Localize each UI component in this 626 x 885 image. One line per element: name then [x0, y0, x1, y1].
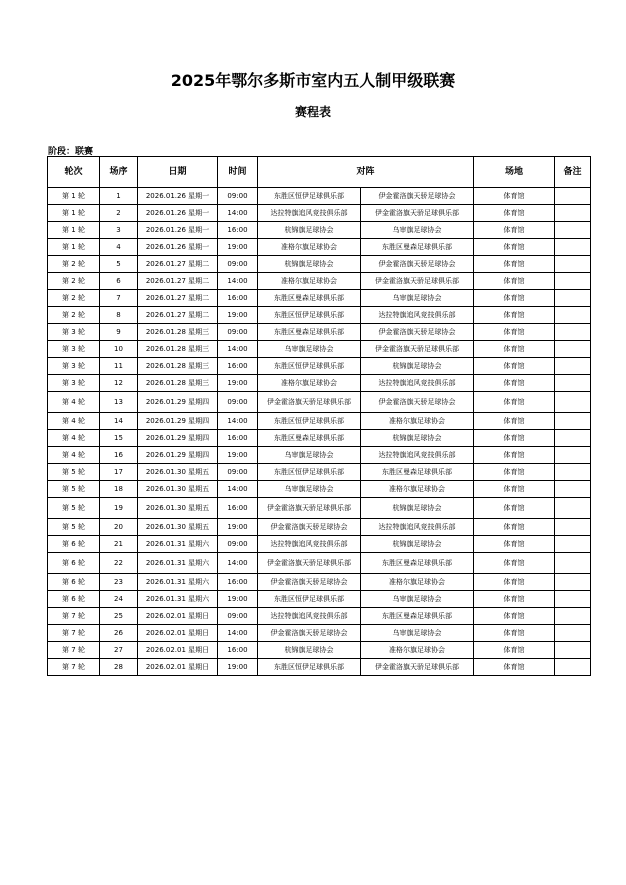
cell-time: 16:00: [218, 498, 258, 519]
cell-notes: [555, 536, 591, 553]
cell-order: 16: [100, 447, 138, 464]
table-row: [48, 358, 591, 375]
table-row: [48, 413, 591, 430]
cell-home-team: 东胜区曼森足球俱乐部: [258, 290, 361, 307]
cell-order: 28: [100, 659, 138, 676]
cell-round: 第 7 轮: [48, 608, 100, 625]
cell-date: 2026.02.01 星期日: [138, 642, 218, 659]
header-date: 日期: [138, 157, 218, 188]
cell-away-team: 杭锦旗足球协会: [361, 358, 474, 375]
cell-round: 第 5 轮: [48, 498, 100, 519]
cell-order: 25: [100, 608, 138, 625]
cell-round: 第 2 轮: [48, 290, 100, 307]
cell-time: 19:00: [218, 447, 258, 464]
cell-time: 14:00: [218, 553, 258, 574]
cell-home-team: 乌审旗足球协会: [258, 481, 361, 498]
cell-away-team: 杭锦旗足球协会: [361, 430, 474, 447]
cell-time: 09:00: [218, 324, 258, 341]
cell-round: 第 5 轮: [48, 519, 100, 536]
cell-order: 20: [100, 519, 138, 536]
cell-round: 第 4 轮: [48, 413, 100, 430]
cell-notes: [555, 392, 591, 413]
header-notes: 备注: [555, 157, 591, 188]
cell-date: 2026.01.26 星期一: [138, 205, 218, 222]
cell-venue: 体育馆: [474, 625, 555, 642]
cell-order: 18: [100, 481, 138, 498]
cell-time: 16:00: [218, 642, 258, 659]
cell-away-team: 准格尔旗足球协会: [361, 481, 474, 498]
cell-notes: [555, 375, 591, 392]
cell-notes: [555, 574, 591, 591]
table-row: [48, 290, 591, 307]
cell-home-team: 达拉特旗追风竞技俱乐部: [258, 536, 361, 553]
table-row: [48, 430, 591, 447]
cell-notes: [555, 464, 591, 481]
table-row: [48, 341, 591, 358]
cell-round: 第 1 轮: [48, 222, 100, 239]
header-venue: 场地: [474, 157, 555, 188]
cell-date: 2026.01.29 星期四: [138, 392, 218, 413]
cell-home-team: 伊金霍洛旗天骄足球协会: [258, 574, 361, 591]
cell-notes: [555, 205, 591, 222]
cell-order: 27: [100, 642, 138, 659]
cell-home-team: 东胜区恒伊足球俱乐部: [258, 464, 361, 481]
cell-venue: 体育馆: [474, 574, 555, 591]
table-row: [48, 256, 591, 273]
header-round: 轮次: [48, 157, 100, 188]
cell-venue: 体育馆: [474, 536, 555, 553]
cell-date: 2026.01.29 星期四: [138, 430, 218, 447]
cell-venue: 体育馆: [474, 341, 555, 358]
cell-round: 第 3 轮: [48, 375, 100, 392]
cell-home-team: 伊金霍洛旗天骄足球俱乐部: [258, 498, 361, 519]
cell-order: 7: [100, 290, 138, 307]
cell-venue: 体育馆: [474, 256, 555, 273]
cell-away-team: 达拉特旗追风竞技俱乐部: [361, 519, 474, 536]
cell-round: 第 3 轮: [48, 341, 100, 358]
table-row: [48, 375, 591, 392]
cell-home-team: 乌审旗足球协会: [258, 447, 361, 464]
cell-away-team: 伊金霍洛旗天骄足球俱乐部: [361, 341, 474, 358]
cell-order: 1: [100, 188, 138, 205]
cell-round: 第 6 轮: [48, 574, 100, 591]
cell-notes: [555, 358, 591, 375]
table-row: [48, 464, 591, 481]
cell-venue: 体育馆: [474, 188, 555, 205]
cell-away-team: 伊金霍洛旗天骄足球俱乐部: [361, 273, 474, 290]
cell-notes: [555, 290, 591, 307]
table-row: [48, 392, 591, 413]
cell-round: 第 5 轮: [48, 481, 100, 498]
cell-home-team: 杭锦旗足球协会: [258, 256, 361, 273]
cell-notes: [555, 307, 591, 324]
cell-round: 第 4 轮: [48, 430, 100, 447]
cell-away-team: 伊金霍洛旗天骄足球协会: [361, 256, 474, 273]
cell-venue: 体育馆: [474, 290, 555, 307]
header-time: 时间: [218, 157, 258, 188]
cell-round: 第 2 轮: [48, 256, 100, 273]
cell-away-team: 准格尔旗足球协会: [361, 413, 474, 430]
cell-date: 2026.01.31 星期六: [138, 536, 218, 553]
cell-date: 2026.01.26 星期一: [138, 188, 218, 205]
cell-venue: 体育馆: [474, 642, 555, 659]
cell-time: 14:00: [218, 481, 258, 498]
cell-venue: 体育馆: [474, 392, 555, 413]
cell-round: 第 6 轮: [48, 591, 100, 608]
cell-date: 2026.01.30 星期五: [138, 498, 218, 519]
cell-away-team: 东胜区曼森足球俱乐部: [361, 608, 474, 625]
cell-time: 09:00: [218, 392, 258, 413]
cell-notes: [555, 239, 591, 256]
cell-venue: 体育馆: [474, 498, 555, 519]
cell-time: 09:00: [218, 608, 258, 625]
cell-round: 第 4 轮: [48, 447, 100, 464]
cell-date: 2026.01.28 星期三: [138, 375, 218, 392]
table-row: [48, 659, 591, 676]
table-row: [48, 307, 591, 324]
cell-order: 26: [100, 625, 138, 642]
cell-round: 第 3 轮: [48, 358, 100, 375]
cell-order: 8: [100, 307, 138, 324]
cell-date: 2026.01.26 星期一: [138, 222, 218, 239]
table-row: [48, 205, 591, 222]
cell-date: 2026.01.30 星期五: [138, 519, 218, 536]
table-row: [48, 239, 591, 256]
cell-time: 16:00: [218, 290, 258, 307]
table-row: [48, 222, 591, 239]
document-title: 2025年鄂尔多斯市室内五人制甲级联赛: [170, 71, 456, 90]
cell-round: 第 2 轮: [48, 273, 100, 290]
table-row: [48, 188, 591, 205]
cell-date: 2026.01.29 星期四: [138, 447, 218, 464]
cell-time: 19:00: [218, 307, 258, 324]
cell-order: 4: [100, 239, 138, 256]
cell-round: 第 4 轮: [48, 392, 100, 413]
table-row: [48, 447, 591, 464]
cell-time: 16:00: [218, 222, 258, 239]
cell-home-team: 东胜区恒伊足球俱乐部: [258, 358, 361, 375]
cell-date: 2026.01.30 星期五: [138, 464, 218, 481]
cell-venue: 体育馆: [474, 358, 555, 375]
cell-home-team: 伊金霍洛旗天骄足球俱乐部: [258, 553, 361, 574]
cell-order: 22: [100, 553, 138, 574]
schedule-table: [47, 156, 591, 676]
cell-home-team: 东胜区恒伊足球俱乐部: [258, 413, 361, 430]
cell-notes: [555, 341, 591, 358]
cell-date: 2026.01.29 星期四: [138, 413, 218, 430]
cell-venue: 体育馆: [474, 430, 555, 447]
cell-away-team: 伊金霍洛旗天骄足球俱乐部: [361, 205, 474, 222]
cell-date: 2026.02.01 星期日: [138, 608, 218, 625]
cell-notes: [555, 481, 591, 498]
table-row: [48, 519, 591, 536]
cell-home-team: 东胜区恒伊足球俱乐部: [258, 188, 361, 205]
header-row: [48, 157, 591, 188]
cell-home-team: 东胜区曼森足球俱乐部: [258, 324, 361, 341]
cell-venue: 体育馆: [474, 307, 555, 324]
cell-date: 2026.02.01 星期日: [138, 659, 218, 676]
cell-time: 16:00: [218, 574, 258, 591]
cell-order: 10: [100, 341, 138, 358]
cell-away-team: 达拉特旗追风竞技俱乐部: [361, 307, 474, 324]
cell-home-team: 东胜区恒伊足球俱乐部: [258, 659, 361, 676]
cell-time: 09:00: [218, 188, 258, 205]
cell-away-team: 准格尔旗足球协会: [361, 642, 474, 659]
cell-round: 第 6 轮: [48, 536, 100, 553]
cell-date: 2026.01.28 星期三: [138, 358, 218, 375]
cell-date: 2026.01.27 星期二: [138, 307, 218, 324]
cell-venue: 体育馆: [474, 222, 555, 239]
cell-home-team: 东胜区恒伊足球俱乐部: [258, 591, 361, 608]
cell-round: 第 7 轮: [48, 659, 100, 676]
cell-notes: [555, 324, 591, 341]
cell-notes: [555, 256, 591, 273]
cell-date: 2026.01.28 星期三: [138, 341, 218, 358]
cell-notes: [555, 188, 591, 205]
table-row: [48, 273, 591, 290]
cell-away-team: 乌审旗足球协会: [361, 222, 474, 239]
cell-home-team: 伊金霍洛旗天骄足球俱乐部: [258, 392, 361, 413]
cell-venue: 体育馆: [474, 273, 555, 290]
cell-notes: [555, 447, 591, 464]
cell-away-team: 东胜区曼森足球俱乐部: [361, 464, 474, 481]
cell-venue: 体育馆: [474, 591, 555, 608]
cell-time: 19:00: [218, 591, 258, 608]
cell-round: 第 6 轮: [48, 553, 100, 574]
table-row: [48, 591, 591, 608]
cell-round: 第 5 轮: [48, 464, 100, 481]
cell-venue: 体育馆: [474, 481, 555, 498]
cell-order: 3: [100, 222, 138, 239]
cell-venue: 体育馆: [474, 447, 555, 464]
cell-date: 2026.01.27 星期二: [138, 256, 218, 273]
table-row: [48, 642, 591, 659]
cell-venue: 体育馆: [474, 239, 555, 256]
cell-away-team: 杭锦旗足球协会: [361, 536, 474, 553]
cell-venue: 体育馆: [474, 464, 555, 481]
cell-time: 14:00: [218, 273, 258, 290]
cell-time: 14:00: [218, 205, 258, 222]
cell-order: 23: [100, 574, 138, 591]
table-row: [48, 536, 591, 553]
cell-time: 09:00: [218, 256, 258, 273]
cell-venue: 体育馆: [474, 413, 555, 430]
cell-away-team: 达拉特旗追风竞技俱乐部: [361, 447, 474, 464]
cell-round: 第 7 轮: [48, 625, 100, 642]
cell-venue: 体育馆: [474, 608, 555, 625]
cell-home-team: 杭锦旗足球协会: [258, 642, 361, 659]
cell-date: 2026.01.26 星期一: [138, 239, 218, 256]
table-row: [48, 625, 591, 642]
cell-time: 19:00: [218, 519, 258, 536]
cell-order: 15: [100, 430, 138, 447]
cell-round: 第 1 轮: [48, 205, 100, 222]
cell-order: 24: [100, 591, 138, 608]
cell-order: 5: [100, 256, 138, 273]
cell-venue: 体育馆: [474, 659, 555, 676]
cell-round: 第 7 轮: [48, 642, 100, 659]
cell-time: 14:00: [218, 413, 258, 430]
cell-home-team: 杭锦旗足球协会: [258, 222, 361, 239]
header-matchup: 对阵: [258, 157, 474, 188]
cell-order: 13: [100, 392, 138, 413]
cell-venue: 体育馆: [474, 553, 555, 574]
cell-notes: [555, 608, 591, 625]
cell-home-team: 达拉特旗追风竞技俱乐部: [258, 205, 361, 222]
cell-date: 2026.01.27 星期二: [138, 273, 218, 290]
cell-date: 2026.02.01 星期日: [138, 625, 218, 642]
cell-away-team: 伊金霍洛旗天骄足球俱乐部: [361, 659, 474, 676]
table-row: [48, 608, 591, 625]
cell-home-team: 乌审旗足球协会: [258, 341, 361, 358]
cell-notes: [555, 591, 591, 608]
cell-away-team: 准格尔旗足球协会: [361, 574, 474, 591]
cell-notes: [555, 519, 591, 536]
cell-notes: [555, 659, 591, 676]
cell-order: 2: [100, 205, 138, 222]
cell-venue: 体育馆: [474, 205, 555, 222]
cell-time: 16:00: [218, 358, 258, 375]
cell-away-team: 杭锦旗足球协会: [361, 498, 474, 519]
table-row: [48, 498, 591, 519]
cell-away-team: 乌审旗足球协会: [361, 290, 474, 307]
cell-time: 19:00: [218, 659, 258, 676]
cell-home-team: 准格尔旗足球协会: [258, 375, 361, 392]
cell-order: 9: [100, 324, 138, 341]
cell-time: 19:00: [218, 375, 258, 392]
cell-venue: 体育馆: [474, 375, 555, 392]
cell-away-team: 东胜区曼森足球俱乐部: [361, 553, 474, 574]
cell-date: 2026.01.27 星期二: [138, 290, 218, 307]
cell-away-team: 东胜区曼森足球俱乐部: [361, 239, 474, 256]
cell-notes: [555, 498, 591, 519]
cell-notes: [555, 430, 591, 447]
cell-away-team: 伊金霍洛旗天骄足球协会: [361, 324, 474, 341]
cell-away-team: 达拉特旗追风竞技俱乐部: [361, 375, 474, 392]
cell-away-team: 伊金霍洛旗天骄足球协会: [361, 188, 474, 205]
cell-home-team: 伊金霍洛旗天骄足球协会: [258, 519, 361, 536]
cell-away-team: 乌审旗足球协会: [361, 591, 474, 608]
cell-notes: [555, 553, 591, 574]
cell-home-team: 准格尔旗足球协会: [258, 239, 361, 256]
cell-round: 第 2 轮: [48, 307, 100, 324]
cell-date: 2026.01.31 星期六: [138, 553, 218, 574]
cell-round: 第 3 轮: [48, 324, 100, 341]
cell-date: 2026.01.28 星期三: [138, 324, 218, 341]
cell-time: 14:00: [218, 341, 258, 358]
cell-notes: [555, 625, 591, 642]
cell-order: 11: [100, 358, 138, 375]
cell-order: 6: [100, 273, 138, 290]
cell-notes: [555, 273, 591, 290]
cell-home-team: 东胜区曼森足球俱乐部: [258, 430, 361, 447]
cell-date: 2026.01.31 星期六: [138, 591, 218, 608]
schedule-body: [48, 188, 591, 676]
document-subtitle: 赛程表: [294, 105, 331, 119]
cell-notes: [555, 413, 591, 430]
cell-order: 14: [100, 413, 138, 430]
cell-order: 12: [100, 375, 138, 392]
cell-notes: [555, 642, 591, 659]
cell-order: 19: [100, 498, 138, 519]
cell-order: 17: [100, 464, 138, 481]
cell-round: 第 1 轮: [48, 239, 100, 256]
cell-venue: 体育馆: [474, 324, 555, 341]
cell-home-team: 达拉特旗追风竞技俱乐部: [258, 608, 361, 625]
cell-time: 09:00: [218, 536, 258, 553]
cell-time: 14:00: [218, 625, 258, 642]
cell-time: 09:00: [218, 464, 258, 481]
cell-away-team: 乌审旗足球协会: [361, 625, 474, 642]
table-row: [48, 324, 591, 341]
cell-home-team: 准格尔旗足球协会: [258, 273, 361, 290]
table-row: [48, 481, 591, 498]
cell-home-team: 东胜区恒伊足球俱乐部: [258, 307, 361, 324]
cell-round: 第 1 轮: [48, 188, 100, 205]
header-order: 场序: [100, 157, 138, 188]
cell-time: 16:00: [218, 430, 258, 447]
table-row: [48, 553, 591, 574]
cell-venue: 体育馆: [474, 519, 555, 536]
cell-time: 19:00: [218, 239, 258, 256]
cell-home-team: 伊金霍洛旗天骄足球协会: [258, 625, 361, 642]
cell-notes: [555, 222, 591, 239]
cell-date: 2026.01.31 星期六: [138, 574, 218, 591]
cell-away-team: 伊金霍洛旗天骄足球协会: [361, 392, 474, 413]
cell-date: 2026.01.30 星期五: [138, 481, 218, 498]
cell-order: 21: [100, 536, 138, 553]
stage-label: 阶段：联赛: [48, 147, 94, 157]
table-row: [48, 574, 591, 591]
